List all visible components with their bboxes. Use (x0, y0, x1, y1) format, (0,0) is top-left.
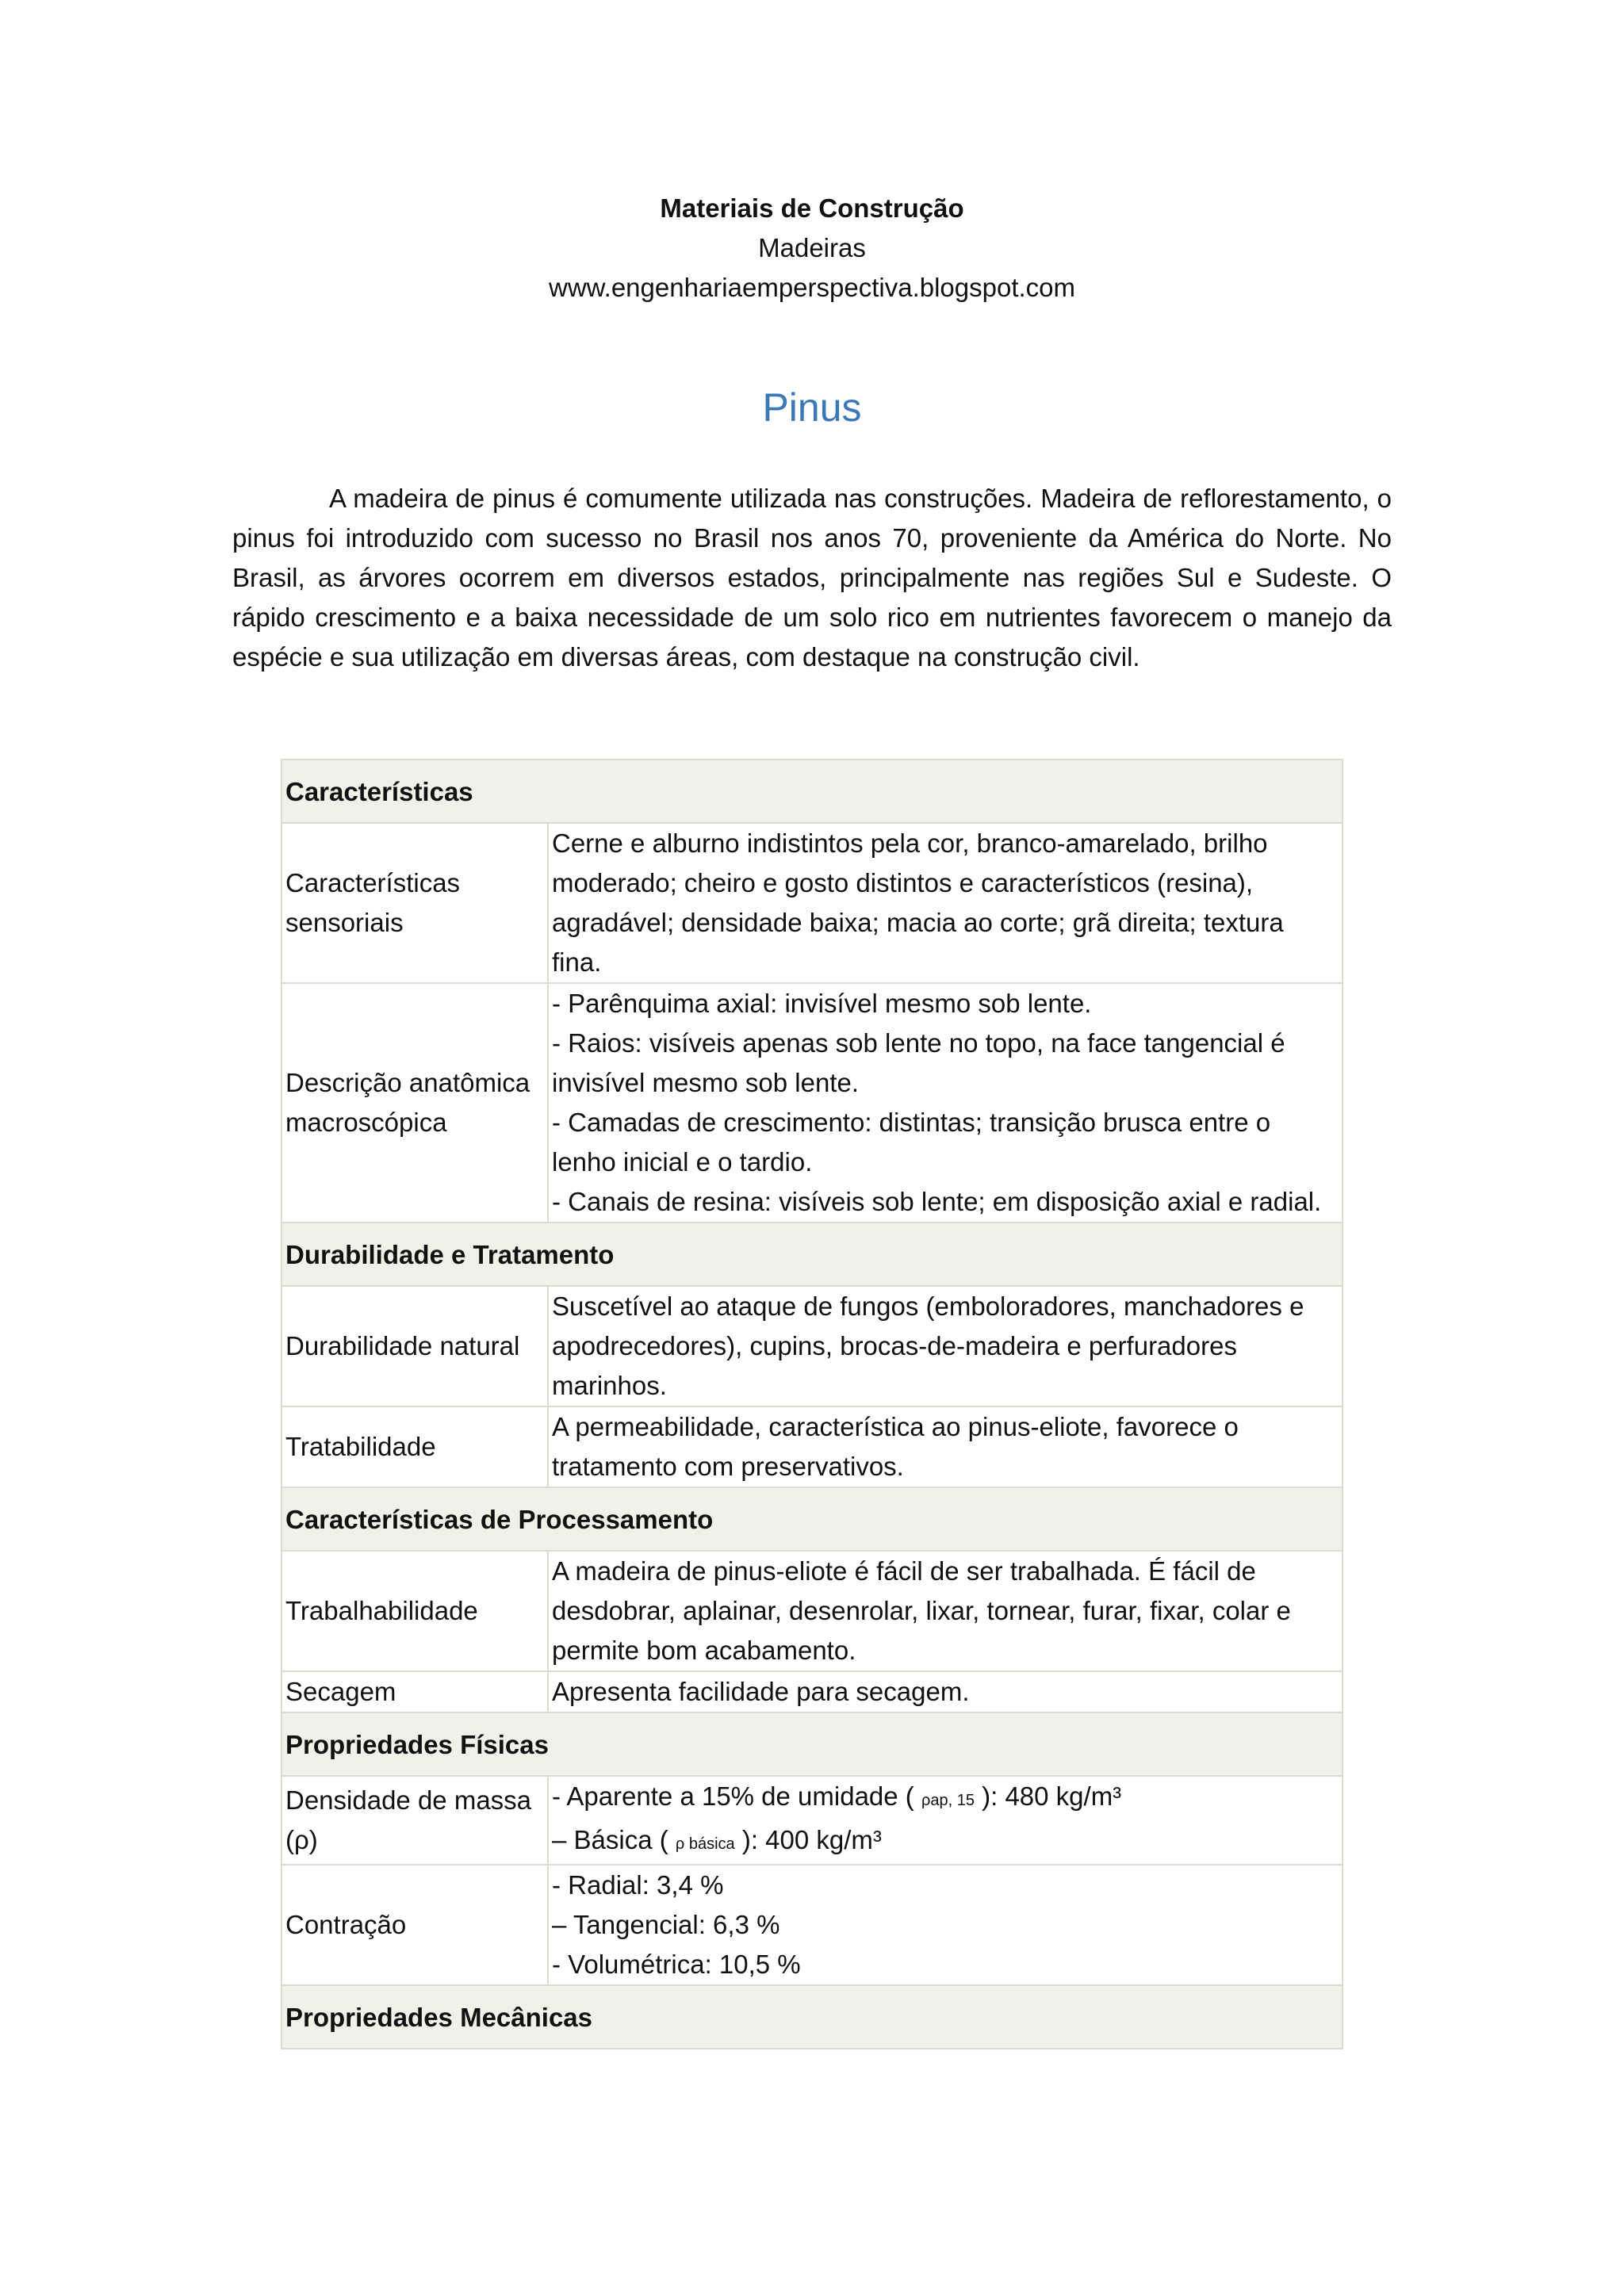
page-title: Pinus (762, 385, 862, 430)
symbol-subscript: ρ básica (675, 1835, 735, 1853)
section-header-row (282, 1985, 1342, 2049)
value-line: Suscetível ao ataque de fungos (emboloradores, manchadores e apodrecedores), cupins, brocas-de-madeira e perfuradores marinhos. (552, 1292, 1304, 1400)
value-line: - Volumétrica: 10,5 % (552, 1950, 801, 1979)
value-text: – Básica ( (552, 1825, 676, 1854)
section-header-row (282, 1712, 1342, 1776)
property-label: Trabalhabilidade (282, 1551, 548, 1671)
value-line: - Parênquima axial: invisível mesmo sob lente. (552, 989, 1092, 1018)
property-value (548, 1406, 1342, 1487)
property-value (548, 1551, 1342, 1671)
section-heading: Durabilidade e Tratamento (282, 1223, 1342, 1286)
table-row (282, 1286, 1342, 1406)
property-value (548, 1671, 1342, 1712)
section-heading: Propriedades Mecânicas (282, 1985, 1342, 2049)
section-header-row (282, 1223, 1342, 1286)
section-header-row (282, 760, 1342, 823)
value-text: - Aparente a 15% de umidade ( (552, 1781, 921, 1811)
property-label: Densidade de massa (ρ) (282, 1776, 548, 1865)
value-line: A madeira de pinus-eliote é fácil de ser trabalhada. É fácil de desdobrar, aplainar, desenrolar, lixar, tornear, furar, fixar, colar e permite bom acabamento. (552, 1556, 1291, 1665)
property-value (548, 823, 1342, 983)
value-line: - Raios: visíveis apenas sob lente no topo, na face tangencial é invisível mesmo sob lente. (552, 1028, 1285, 1097)
property-value (548, 983, 1342, 1223)
intro-paragraph (232, 479, 1392, 677)
value-line: - Camadas de crescimento: distintas; transição brusca entre o lenho inicial e o tardio. (552, 1108, 1271, 1177)
topic-subtitle: Madeiras (758, 233, 866, 262)
value-text: ): 480 kg/m³ (974, 1781, 1122, 1811)
value-line (552, 1820, 1339, 1864)
value-line: Apresenta facilidade para secagem. (552, 1677, 970, 1706)
value-line: Cerne e alburno indistintos pela cor, branco-amarelado, brilho moderado; cheiro e gosto distintos e característicos (resina), agradável; densidade baixa; macia ao corte; grã direita; textura fina. (552, 828, 1284, 977)
symbol-subscript: ρap, 15 (921, 1792, 975, 1809)
value-line: - Canais de resina: visíveis sob lente; em disposição axial e radial. (552, 1187, 1322, 1216)
section-heading: Características de Processamento (282, 1487, 1342, 1551)
section-heading: Propriedades Físicas (282, 1712, 1342, 1776)
table-row (282, 823, 1342, 983)
property-label: Descrição anatômica macroscópica (282, 983, 548, 1223)
property-label: Durabilidade natural (282, 1286, 548, 1406)
value-line: A permeabilidade, característica ao pinus-eliote, favorece o tratamento com preservativos. (552, 1412, 1239, 1481)
table-row (282, 1865, 1342, 1985)
property-value (548, 1865, 1342, 1985)
section-header-row (282, 1487, 1342, 1551)
property-label: Secagem (282, 1671, 548, 1712)
table-row (282, 1776, 1342, 1865)
value-line: - Radial: 3,4 % (552, 1870, 724, 1900)
section-heading: Características (282, 760, 1342, 823)
table-row (282, 1406, 1342, 1487)
value-text: ): 400 kg/m³ (734, 1825, 882, 1854)
table-row (282, 1551, 1342, 1671)
document-header (0, 189, 1624, 308)
property-label: Tratabilidade (282, 1406, 548, 1487)
table-row (282, 983, 1342, 1223)
value-line (552, 1777, 1339, 1820)
subject-title: Materiais de Construção (660, 193, 964, 223)
property-value (548, 1776, 1342, 1865)
table-row (282, 1671, 1342, 1712)
website-url: www.engenhariaemperspectiva.blogspot.com (548, 273, 1076, 302)
intro-text: A madeira de pinus é comumente utilizada nas construções. Madeira de reflorestamento, o pinus foi introduzido com sucesso no Brasil nos anos 70, proveniente da América do Norte. No Brasil, as árvores ocorrem em diversos estados, principalmente nas regiões Sul e Sudeste. O rápido crescimento e a baixa necessidade de um solo rico em nutrientes favorecem o manejo da espécie e sua utilização em diversas áreas, com destaque na construção civil. (232, 484, 1392, 672)
properties-table-body (282, 760, 1342, 2049)
property-label: Contração (282, 1865, 548, 1985)
property-label: Características sensoriais (282, 823, 548, 983)
property-value (548, 1286, 1342, 1406)
value-line: – Tangencial: 6,3 % (552, 1910, 780, 1939)
properties-table (281, 759, 1343, 2049)
